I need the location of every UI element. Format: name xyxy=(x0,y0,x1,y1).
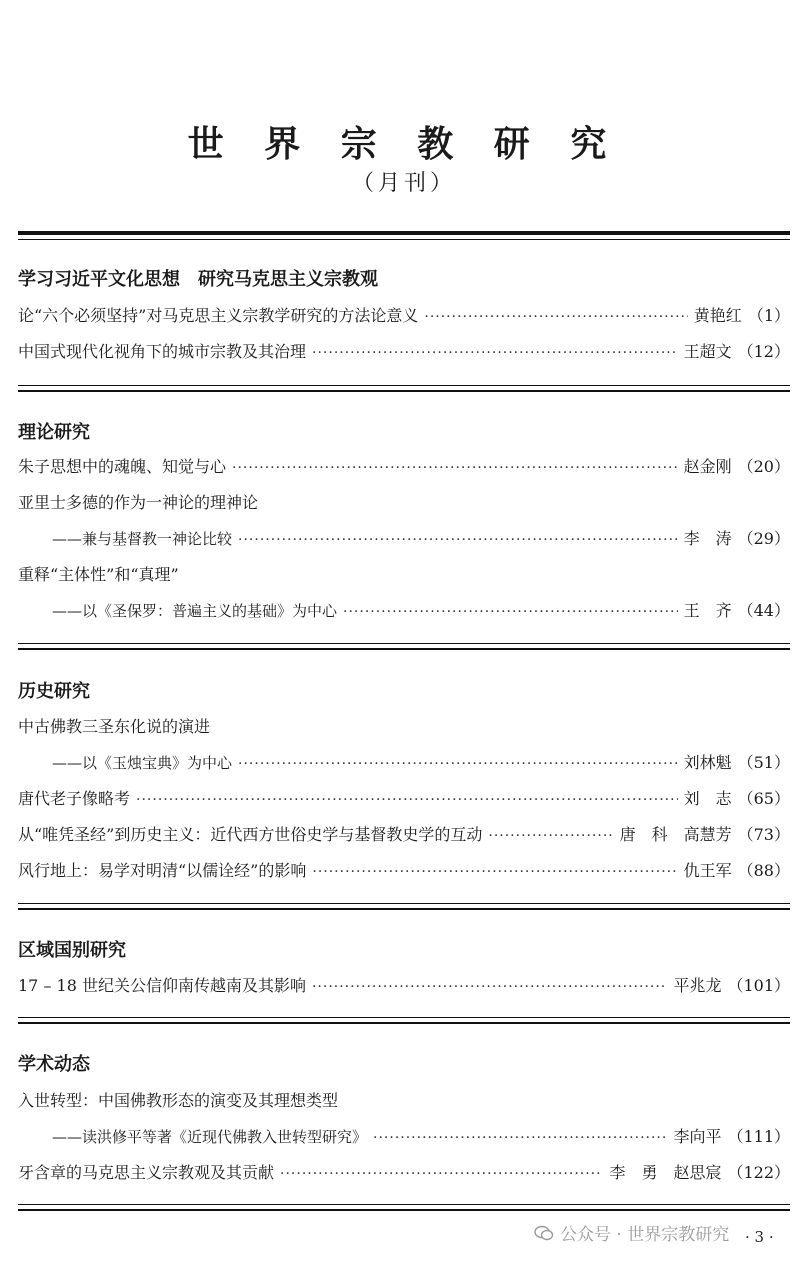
toc-entry[interactable] xyxy=(18,858,790,884)
section-heading: 区域国别研究 xyxy=(18,940,126,961)
entry-author: 平兆龙 xyxy=(673,976,722,995)
leader-dots xyxy=(312,979,667,995)
watermark xyxy=(534,1220,729,1245)
toc-entry[interactable] xyxy=(18,339,790,365)
entry-title: 牙含章的马克思主义宗教观及其贡献 xyxy=(18,1163,275,1182)
toc-entry[interactable] xyxy=(18,454,790,480)
entry-author: 黄艳红 xyxy=(693,306,742,325)
entry-title[interactable]: 重释“主体性”和“真理” xyxy=(18,565,179,584)
entry-page: （122） xyxy=(727,1163,790,1182)
entry-page: （73） xyxy=(737,825,790,844)
entry-page: （65） xyxy=(737,789,790,808)
header-rule-thin xyxy=(18,239,790,240)
toc-entry[interactable] xyxy=(18,822,790,848)
entry-author: 李 勇 赵思宸 xyxy=(609,1163,722,1182)
entry-author: 王 齐 xyxy=(683,601,732,620)
entry-title[interactable]: 入世转型：中国佛教形态的演变及其理想类型 xyxy=(18,1091,339,1110)
entry-author: 王超文 xyxy=(683,342,732,361)
toc-entry-sub[interactable] xyxy=(52,526,790,552)
leader-dots xyxy=(343,604,678,620)
entry-title[interactable]: 亚里士多德的作为一神论的理神论 xyxy=(18,493,259,512)
toc-entry-sub[interactable] xyxy=(52,598,790,624)
entry-title: 从“唯凭圣经”到历史主义：近代西方世俗史学与基督教史学的互动 xyxy=(18,825,483,844)
leader-dots xyxy=(136,792,678,808)
section-heading: 理论研究 xyxy=(18,422,90,443)
entry-subtitle: ——读洪修平等著《近现代佛教入世转型研究》 xyxy=(52,1128,368,1146)
leader-dots xyxy=(238,532,678,548)
entry-author: 仇王军 xyxy=(683,861,732,880)
entry-page: （88） xyxy=(737,861,790,880)
leader-dots xyxy=(488,828,613,844)
entry-author: 赵金刚 xyxy=(683,457,732,476)
entry-author: 刘林魁 xyxy=(683,753,732,772)
section-heading: 历史研究 xyxy=(18,681,90,702)
entry-page: （111） xyxy=(727,1127,790,1146)
section-heading: 学术动态 xyxy=(18,1054,90,1075)
leader-dots xyxy=(232,460,678,476)
watermark-text: 公众号 · 世界宗教研究 xyxy=(560,1225,730,1245)
entry-page: （51） xyxy=(737,753,790,772)
section-separator xyxy=(18,903,790,910)
entry-subtitle: ——兼与基督教一神论比较 xyxy=(52,530,233,548)
entry-author: 李 涛 xyxy=(683,529,732,548)
entry-author: 李向平 xyxy=(673,1127,722,1146)
entry-page: （29） xyxy=(737,529,790,548)
leader-dots xyxy=(373,1130,667,1146)
journal-subtitle: （月刊） xyxy=(351,171,456,196)
leader-dots xyxy=(424,309,687,325)
entry-page: （20） xyxy=(737,457,790,476)
section-separator xyxy=(18,1017,790,1024)
section-heading: 学习习近平文化思想 研究马克思主义宗教观 xyxy=(18,269,378,290)
entry-subtitle: ——以《圣保罗：普遍主义的基础》为中心 xyxy=(52,602,338,620)
toc-entry[interactable] xyxy=(18,786,790,812)
entry-page: （101） xyxy=(727,976,790,995)
entry-author: 唐 科 高慧芳 xyxy=(619,825,732,844)
section-separator xyxy=(18,385,790,392)
page-number: · 3 · xyxy=(745,1228,774,1246)
toc-entry-sub[interactable] xyxy=(52,1124,790,1150)
toc-entry[interactable] xyxy=(18,973,790,999)
header-rule-thick xyxy=(18,231,790,235)
toc-entry-sub[interactable] xyxy=(52,750,790,776)
entry-title: 论“六个必须坚持”对马克思主义宗教学研究的方法论意义 xyxy=(18,306,419,325)
entry-title: 朱子思想中的魂魄、知觉与心 xyxy=(18,457,227,476)
entry-title[interactable]: 中古佛教三圣东化说的演进 xyxy=(18,717,211,736)
entry-title: 中国式现代化视角下的城市宗教及其治理 xyxy=(18,342,307,361)
wechat-icon xyxy=(534,1225,554,1241)
leader-dots xyxy=(312,864,677,880)
entry-page: （44） xyxy=(737,601,790,620)
leader-dots xyxy=(280,1166,603,1182)
entry-subtitle: ——以《玉烛宝典》为中心 xyxy=(52,754,233,772)
entry-page: （12） xyxy=(737,342,790,361)
section-separator xyxy=(18,643,790,650)
toc-entry[interactable] xyxy=(18,303,790,329)
toc-entry[interactable] xyxy=(18,1160,790,1186)
journal-title: 世 界 宗 教 研 究 xyxy=(187,124,621,165)
entry-title: 17 – 18 世纪关公信仰南传越南及其影响 xyxy=(18,976,306,995)
leader-dots xyxy=(312,345,678,361)
leader-dots xyxy=(238,756,678,772)
entry-author: 刘 志 xyxy=(683,789,732,808)
entry-page: （1） xyxy=(747,306,790,325)
section-separator xyxy=(18,1204,790,1211)
entry-title: 唐代老子像略考 xyxy=(18,789,131,808)
entry-title: 风行地上：易学对明清“以儒诠经”的影响 xyxy=(18,861,307,880)
